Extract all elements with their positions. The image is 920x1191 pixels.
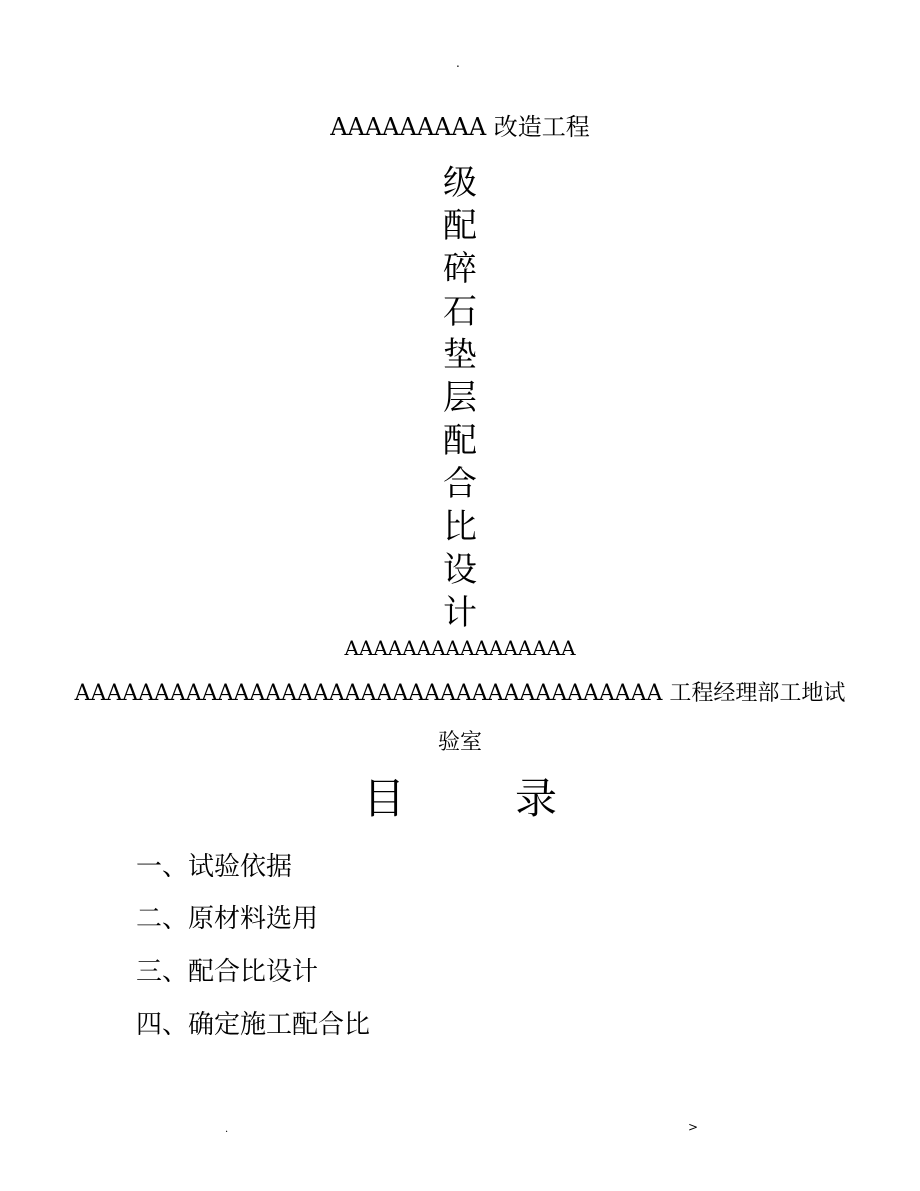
title-char: 配: [443, 421, 477, 461]
toc-heading-right: 录: [515, 774, 558, 823]
title-char: 石: [443, 292, 477, 332]
project-title: AAAAAAAAA 改造工程: [330, 113, 590, 141]
toc-item: 二、原材料选用: [136, 904, 319, 934]
title-char: 碎: [443, 249, 477, 289]
title-char: 层: [443, 378, 477, 418]
title-char: 垫: [443, 335, 477, 375]
title-char: 配: [443, 206, 477, 246]
toc-heading-left: 目: [362, 774, 405, 823]
title-char: 级: [443, 163, 477, 203]
title-char: 合: [443, 464, 477, 504]
header-dot: .: [456, 56, 460, 70]
organization-line-1: AAAAAAAAAAAAAAAA: [344, 636, 576, 660]
organization-line-3: 验室: [437, 730, 482, 755]
toc-item: 四、确定施工配合比: [136, 1010, 371, 1040]
toc-heading: [0, 772, 920, 826]
footer-right-mark: >: [688, 1120, 699, 1134]
vertical-document-title: [0, 162, 920, 635]
footer-left-mark: .: [225, 1124, 229, 1135]
title-char: 设: [443, 550, 477, 590]
title-char: 比: [443, 507, 477, 547]
toc-item: 三、配合比设计: [136, 957, 319, 987]
title-char: 计: [443, 593, 477, 633]
organization-line-2: AAAAAAAAAAAAAAAAAAAAAAAAAAAAAAAAAAAAA 工程经理部工地试: [74, 681, 846, 706]
toc-item: 一、试验依据: [136, 852, 293, 882]
